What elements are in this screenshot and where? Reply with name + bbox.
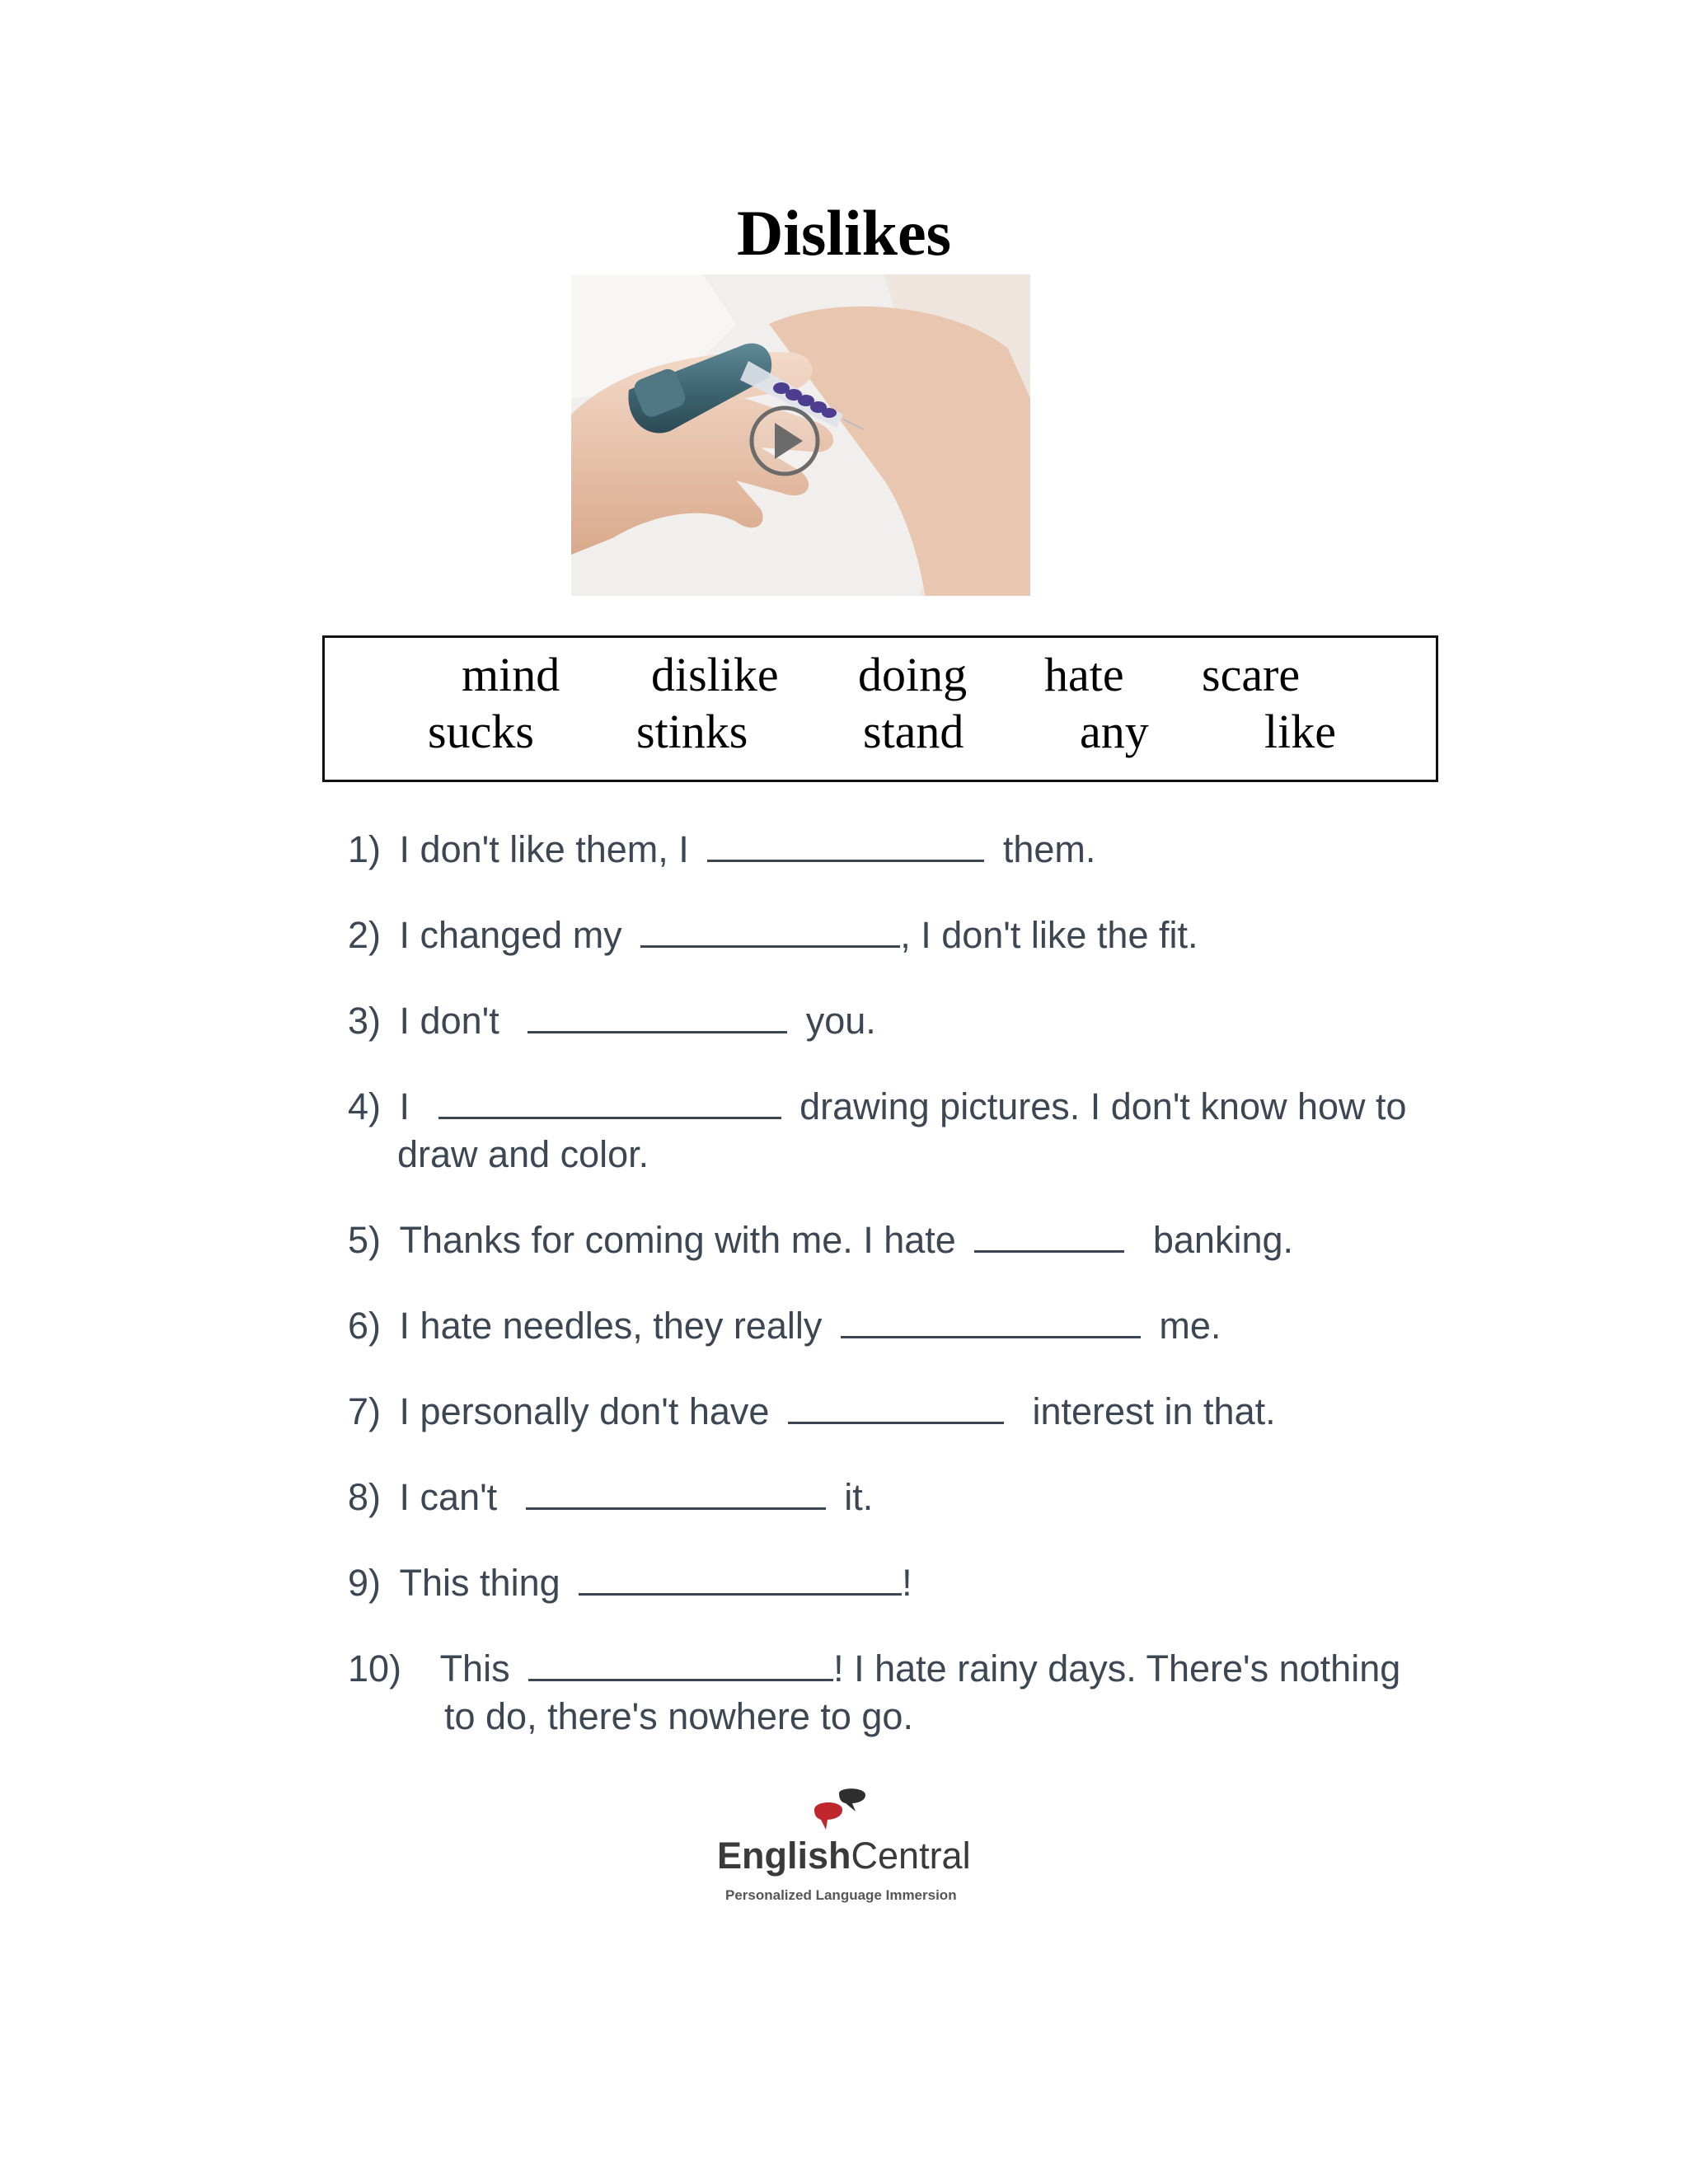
word-bank-item: stand <box>863 705 964 758</box>
question-text: This thing <box>399 1562 560 1604</box>
answer-blank[interactable] <box>707 827 984 862</box>
question-8 <box>348 1474 873 1521</box>
word-bank-item: sucks <box>428 705 534 758</box>
question-text: banking. <box>1152 1219 1293 1261</box>
question-text: I <box>399 1085 410 1127</box>
answer-blank[interactable] <box>528 1646 833 1681</box>
question-number: 3) <box>348 1000 382 1042</box>
question-number: 9) <box>348 1562 382 1604</box>
word-bank-item: hate <box>1044 648 1124 701</box>
word-bank-item: scare <box>1202 648 1301 701</box>
word-bank-item: any <box>1080 705 1149 758</box>
question-text: interest in that. <box>1032 1390 1276 1432</box>
video-thumbnail[interactable] <box>571 274 1030 598</box>
question-number: 7) <box>348 1390 382 1432</box>
question-text: you. <box>805 1000 876 1042</box>
englishcentral-logo <box>717 1787 981 1910</box>
question-text: drawing pictures. I don't know how to <box>799 1085 1407 1127</box>
question-2 <box>348 912 1198 959</box>
question-number: 5) <box>348 1219 382 1261</box>
insulin-pen-photo <box>571 274 1030 598</box>
question-text: it. <box>844 1476 874 1518</box>
answer-blank[interactable] <box>438 1084 781 1119</box>
logo-tagline: Personalized Language Immersion <box>725 1887 957 1903</box>
question-text: I hate needles, they really <box>399 1305 823 1347</box>
question-6 <box>348 1302 1221 1350</box>
question-text: them. <box>1002 828 1096 870</box>
answer-blank[interactable] <box>788 1389 1004 1424</box>
word-bank-item: mind <box>462 648 560 701</box>
word-bank-item: stinks <box>636 705 748 758</box>
logo-wordmark: EnglishCentral <box>717 1835 971 1877</box>
question-3 <box>348 997 876 1045</box>
question-number: 10) <box>348 1647 402 1690</box>
answer-blank[interactable] <box>579 1560 902 1596</box>
answer-blank[interactable] <box>974 1217 1124 1253</box>
question-10-continuation: to do, there's nowhere to go. <box>444 1695 913 1737</box>
answer-blank[interactable] <box>640 912 900 948</box>
question-text: I changed my <box>399 914 622 956</box>
question-number: 1) <box>348 828 382 870</box>
question-4 <box>348 1083 1407 1131</box>
question-text: I can't <box>399 1476 498 1518</box>
question-text: This <box>439 1647 510 1690</box>
question-text: ! <box>902 1562 912 1604</box>
question-text: ! I hate rainy days. There's nothing <box>833 1647 1401 1690</box>
word-bank-item: like <box>1264 705 1336 758</box>
word-bank-item: dislike <box>651 648 779 701</box>
page-title: Dislikes <box>736 197 952 269</box>
question-number: 2) <box>348 914 382 956</box>
question-text: I don't like them, I <box>399 828 689 870</box>
play-icon[interactable] <box>752 408 818 474</box>
question-text: Thanks for coming with me. I hate <box>399 1219 956 1261</box>
question-number: 8) <box>348 1476 382 1518</box>
question-4-continuation: draw and color. <box>397 1133 649 1175</box>
answer-blank[interactable] <box>528 998 787 1033</box>
word-bank-item: doing <box>858 648 968 701</box>
speech-bubbles-icon <box>717 1787 981 1836</box>
question-1 <box>348 826 1095 874</box>
question-text: I personally don't have <box>399 1390 770 1432</box>
word-bank <box>322 635 1438 782</box>
answer-blank[interactable] <box>841 1303 1141 1338</box>
question-text: I don't <box>399 1000 499 1042</box>
question-10 <box>348 1645 1400 1693</box>
question-9 <box>348 1559 912 1607</box>
question-text: , I don't like the fit. <box>900 914 1198 956</box>
question-5 <box>348 1216 1293 1264</box>
question-number: 4) <box>348 1085 382 1127</box>
answer-blank[interactable] <box>526 1474 826 1510</box>
question-text: me. <box>1159 1305 1221 1347</box>
question-7 <box>348 1388 1276 1436</box>
question-number: 6) <box>348 1305 382 1347</box>
